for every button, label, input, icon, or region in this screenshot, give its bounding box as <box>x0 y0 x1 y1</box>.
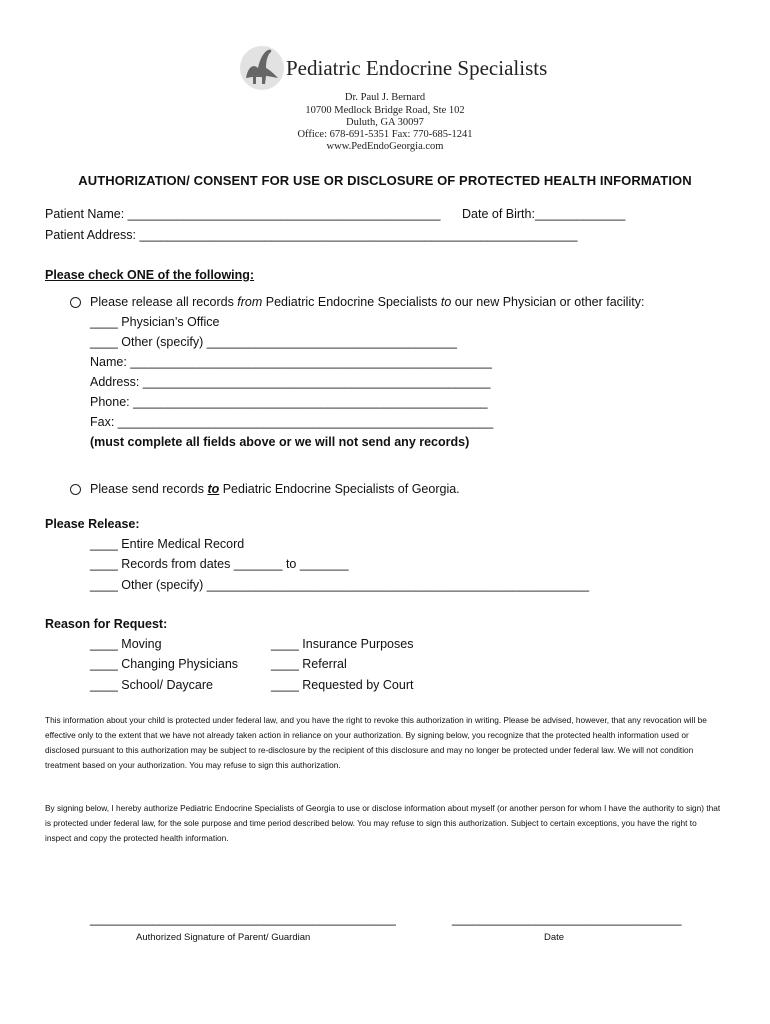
release-other-field[interactable]: ____ Other (specify) _______________________________________________________ <box>90 578 590 592</box>
recipient-address-field[interactable]: Address: __________________________________________________ <box>90 375 491 389</box>
website: www.PedEndoGeorgia.com <box>326 141 444 152</box>
form-title: AUTHORIZATION/ CONSENT FOR USE OR DISCLOSURE OF PROTECTED HEALTH INFORMATION <box>78 173 692 188</box>
reason-heading: Reason for Request: <box>45 617 168 631</box>
release-from-radio[interactable] <box>70 297 81 308</box>
date-line[interactable]: _________________________________ <box>452 912 682 926</box>
reason-insurance-field[interactable]: ____ Insurance Purposes <box>271 637 414 651</box>
recipient-name-field[interactable]: Name: ____________________________________________________ <box>90 355 492 369</box>
practice-logo <box>238 44 286 92</box>
physician-office-field[interactable]: ____ Physician’s Office <box>90 315 220 329</box>
reason-school-field[interactable]: ____ School/ Daycare <box>90 678 213 692</box>
complete-fields-warning: (must complete all fields above or we will not send any records) <box>90 435 470 449</box>
recipient-fax-field[interactable]: Fax: ______________________________________________________ <box>90 415 494 429</box>
doctor-name: Dr. Paul J. Bernard <box>344 92 426 103</box>
reason-moving-field[interactable]: ____ Moving <box>90 637 162 651</box>
option-release-from-label: Please release all records from Pediatric Endocrine Specialists to our new Physician or other facility: <box>90 295 645 309</box>
option-send-to-label: Please send records to Pediatric Endocrine Specialists of Georgia. <box>90 482 460 496</box>
patient-address-field[interactable]: Patient Address: _______________________________________________________________ <box>45 228 578 242</box>
recipient-phone-field[interactable]: Phone: ___________________________________________________ <box>90 395 488 409</box>
send-to-radio[interactable] <box>70 484 81 495</box>
street-address: 10700 Medlock Bridge Road, Ste 102 <box>305 105 465 116</box>
reason-changing-field[interactable]: ____ Changing Physicians <box>90 657 239 671</box>
records-dates-field[interactable]: ____ Records from dates _______ to _______ <box>90 557 349 571</box>
phone-fax: Office: 678-691-5351 Fax: 770-685-1241 <box>297 129 473 140</box>
please-release-heading: Please Release: <box>45 517 140 531</box>
reason-court-field[interactable]: ____ Requested by Court <box>271 678 414 692</box>
other-specify-field[interactable]: ____ Other (specify) ____________________________________ <box>90 335 457 349</box>
federal-law-notice: This information about your child is protected under federal law, and you have the right to revoke this authorization in writing. Please be advised, however, that any revocation will be effective only to the extent that we have not already taken action in reliance on your authorization. By signing below, you recognize that the protected health information used or disclosed pursuant to this authorization may be subject to re-disclosure by the recipient of this disclosure and may no longer be protected under federal law. We will not condition treatment based on your authorization. You may refuse to sign this authorization. <box>45 715 707 770</box>
date-of-birth-field[interactable]: Date of Birth:_____________ <box>462 207 626 221</box>
check-one-heading: Please check ONE of the following: <box>45 268 255 282</box>
entire-record-field[interactable]: ____ Entire Medical Record <box>90 537 245 551</box>
reason-referral-field[interactable]: ____ Referral <box>271 657 347 671</box>
signature-line[interactable]: ____________________________________________ <box>90 912 396 926</box>
practice-name: Pediatric Endocrine Specialists <box>286 56 548 80</box>
date-label: Date <box>544 932 565 943</box>
dinosaur-logo-icon <box>238 44 286 92</box>
city-state-zip: Duluth, GA 30097 <box>346 117 424 128</box>
patient-name-field[interactable]: Patient Name: _____________________________________________ <box>45 207 441 221</box>
authorization-statement: By signing below, I hereby authorize Pediatric Endocrine Specialists of Georgia to use or disclose information about myself (or another person for whom I have the authority to sign) that is protected under federal law, for the sole purpose and time period described below. You may refuse to sign this authorization. Subject to certain exceptions, you have the right to inspect and copy the protected health information. <box>45 803 721 843</box>
signature-label: Authorized Signature of Parent/ Guardian <box>136 932 311 943</box>
